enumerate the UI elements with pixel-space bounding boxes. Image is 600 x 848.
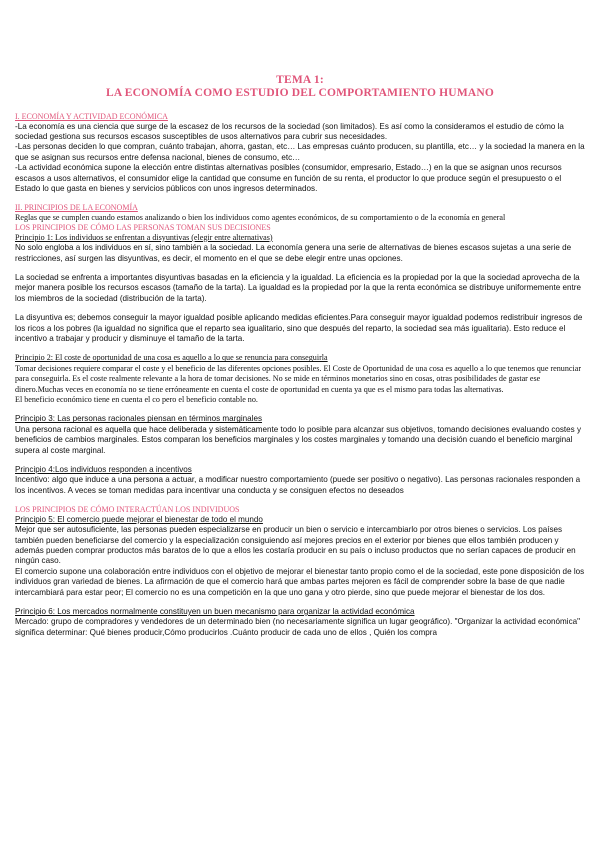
paragraph: -Las personas deciden lo que compran, cuánto trabajan, ahorra, gastan, etc… Las empresas cuánto producen, su plantilla, etc… y la sociedad la manera en la que se asignan sus recursos entre defensa nacional, bienes de consumo, etc… <box>15 142 585 162</box>
paragraph: La sociedad se enfrenta a importantes disyuntivas basadas en la eficiencia y la igualdad. La eficiencia es la propiedad por la que la sociedad aprovecha de la mejor manera posible los recursos escasos (tamaño de la tarta). La igualdad es la propiedad por la que la renta económica se distribuye uniformemente entre los miembros de la sociedad (distribución de la tarta). <box>15 272 581 303</box>
subsection-heading: LOS PRINCIPIOS DE CÓMO INTERACTÚAN LOS INDIVIDUOS <box>15 505 240 515</box>
principle-3-title: Principio 3: Las personas racionales piensan en términos marginales <box>15 414 262 424</box>
paragraph: Mejor que ser autosuficiente, las personas pueden especializarse en producir un bien o servicio e intercambiarlo por otros bienes o servicios. Los países también pueden beneficiarse del comercio y la especialización consiguiendo así mejores precios en el exterior por bienes que ellos también producen y además pueden comprar productos más baratos de lo que a ellos les costaría producir en su país o incluso productos que no serían capaces de producir en ningún caso. <box>15 525 576 566</box>
paragraph: El beneficio económico tiene en cuenta el co pero el beneficio contable no. <box>15 395 258 405</box>
section-2-intro: Reglas que se cumplen cuando estamos analizando o bien los individuos como agentes económicos, de su comportamiento o de la economía en general <box>15 212 506 222</box>
principle-6-title: Principio 6: Los mercados normalmente constituyen un buen mecanismo para organizar la actividad económica <box>15 607 415 617</box>
principle-2-title: Principio 2: El coste de oportunidad de una cosa es aquello a lo que se renuncia para conseguirla <box>15 353 328 363</box>
paragraph: Tomar decisiones requiere comparar el coste y el beneficio de las diferentes opciones posibles. El Coste de Oportunidad de una cosa es aquello a lo que tenemos que renunciar para conseguirla. Es el coste realmente relevante a la hora de tomar decisiones. No se mide en términos monetarios sino en cosas, otras posibilidades de gastar ese dinero.Muchas veces en economía no se tiene erróneamente en cuenta el coste de oportunidad en cuenta ya que es el mismo para todas las alternativas. <box>15 363 582 394</box>
title-topic: TEMA 1: <box>276 74 324 86</box>
section-2-heading: II. PRINCIPIOS DE LA ECONOMÍA <box>15 203 138 213</box>
paragraph: Mercado: grupo de compradores y vendedores de un determinado bien (no necesariamente significa un lugar geográfico). "Organizar la actividad económica" significa determinar: Qué bienes producir,Cómo producirlos .Cuánto producir de cada uno de ellos , Quién los compra <box>15 617 580 637</box>
subsection-heading: LOS PRINCIPIOS DE CÓMO LAS PERSONAS TOMAN SUS DECISIONES <box>15 223 271 233</box>
page-title: LA ECONOMÍA COMO ESTUDIO DEL COMPORTAMIENTO HUMANO <box>105 87 495 99</box>
principle-5-title: Principio 5: El comercio puede mejorar el bienestar de todo el mundo <box>15 514 263 524</box>
paragraph: La disyuntiva es; debemos conseguir la mayor igualdad posible aplicando medidas eficientes.Para conseguir mayor igualdad podemos redistribuir ingresos de los ricos a los pobres (la igualdad no significa que el reparto sea igualitario, sino que después del reparto, la sociedad sea más igualitaria). Esto reduce el incentivo a trabajar y producir y disminuye el tamaño de la tarta. <box>15 313 583 343</box>
principle-1-title: Principio 1: Los individuos se enfrentan a disyuntivas (elegir entre alternativas) <box>15 232 273 242</box>
principle-4-title: Principio 4:Los individuos responden a incentivos <box>15 465 192 475</box>
paragraph: -La economía es una ciencia que surge de la escasez de los recursos de la sociedad (son limitados). Es así como la consideramos el estudio de cómo la sociedad gestiona sus recursos escasos susceptibles de usos alternativos para cubrir sus necesidades. <box>15 121 564 141</box>
paragraph: El comercio supone una colaboración entre individuos con el objetivo de mejorar el bienestar tanto propio como el de la sociedad, este pone disposición de los individuos gran variedad de bienes. La afirmación de que el comercio hará que ambas partes mejoren es fácil de comprender sobre la base de que nadie intercambiará para estar peor; El comercio no es una competición en la que uno gana y otro pierde, sino que puede mejorar el bienestar de los dos. <box>15 566 585 597</box>
paragraph: -La actividad económica supone la elección entre distintas alternativas posibles (consumidor, empresario, Estado…) en la que se asignan unos recursos escasos a usos alternativos, el consumidor elige la cantidad que consume en función de su renta, el productor lo que produce según el presupuesto o el Estado lo que gasta en bienes y servicios públicos con unos ingresos determinados. <box>15 163 562 193</box>
document-page <box>15 74 585 638</box>
paragraph: No solo engloba a los individuos en sí, sino también a la sociedad. La economía genera una serie de alternativas de bienes escasos sujetas a una serie de restricciones, así surgen las disyuntivas, es decir, el momento en el que se debe elegir entre unas opciones. <box>15 243 572 263</box>
paragraph: Una persona racional es aquella que hace deliberada y sistemáticamente todo lo posible para alcanzar sus objetivos, tomando decisiones evaluando costes y beneficios de cambios marginales. Estos comparan los beneficios marginales y los costes marginales y tomando una decisión cuando el beneficio marginal supera al coste marginal. <box>15 424 582 455</box>
section-1-heading: I. ECONOMÍA Y ACTIVIDAD ECONÓMICA <box>15 112 168 121</box>
paragraph: Incentivo: algo que induce a una persona a actuar, a modificar nuestro comportamiento (puede ser positivo o negativo). Las personas racionales responden a los incentivos. A veces se toman medidas para incentivar una conducta y se consiguen efectos no deseados <box>15 475 581 495</box>
